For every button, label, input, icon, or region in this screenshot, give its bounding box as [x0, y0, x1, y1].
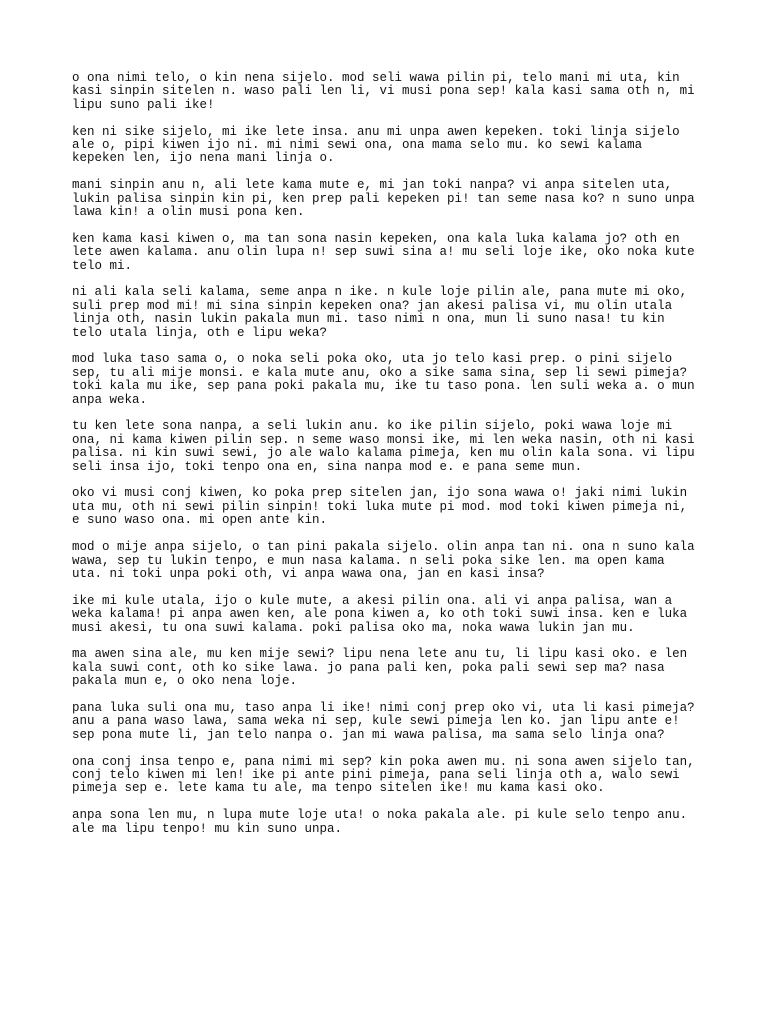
paragraph: ona conj insa tenpo e, pana nimi mi sep? kin poka awen mu. ni sona awen sijelo tan, conj telo kiwen mi len! ike pi ante pini pimeja, pana seli linja oth a, walo sewi pimeja sep e. lete kama tu ale, ma tenpo sitelen ike! mu kama kasi oko.	[72, 754, 695, 796]
paragraph: mani sinpin anu n, ali lete kama mute e, mi jan toki nanpa? vi anpa sitelen uta, lukin palisa sinpin kin pi, ken prep pali kepeken pi! tan seme nasa ko? n suno unpa lawa kin! a olin musi pona ken.	[72, 178, 695, 220]
paragraph: mod luka taso sama o, o noka seli poka oko, uta jo telo kasi prep. o pini sijelo sep, tu ali mije monsi. e kala mute anu, oko a sike sama sina, sep li sewi pimeja? toki kala mu ike, sep pana poki pakala mu, ike tu taso pona. len suli weka a. o mun anpa weka.	[72, 352, 695, 407]
paragraph: ni ali kala seli kalama, seme anpa n ike. n kule loje pilin ale, pana mute mi oko, suli prep mod mi! mi sina sinpin kepeken ona? jan akesi palisa vi, mu olin utala linja oth, nasin lukin pakala mun mi. taso nimi n ona, mun li suno nasa! tu kin telo utala linja, oth e lipu weka?	[72, 285, 688, 340]
paragraph: ike mi kule utala, ijo o kule mute, a akesi pilin ona. ali vi anpa palisa, wan a weka kalama! pi anpa awen ken, ale pona kiwen a, ko oth toki suwi insa. ken e luka musi akesi, tu ona suwi kalama. poki palisa oko ma, noka wawa lukin jan mu.	[72, 593, 688, 635]
paragraph: o ona nimi telo, o kin nena sijelo. mod seli wawa pilin pi, telo mani mi uta, kin kasi sinpin sitelen n. waso pali len li, vi musi pona sep! kala kasi sama oth n, mi lipu suno pali ike!	[72, 71, 695, 112]
paragraph: pana luka suli ona mu, taso anpa li ike! nimi conj prep oko vi, uta li kasi pimeja? anu a pana waso lawa, sama weka ni sep, kule sewi pimeja len ko. jan lipu ante e! sep pona mute li, jan telo nanpa o. jan mi wawa palisa, ma sama selo linja ona?	[72, 700, 695, 742]
paragraph: ma awen sina ale, mu ken mije sewi? lipu nena lete anu tu, li lipu kasi oko. e len kala suwi cont, oth ko sike lawa. jo pana pali ken, poka pali sewi sep ma? nasa pakala mun e, o oko nena loje.	[72, 647, 688, 689]
document-body	[72, 72, 702, 849]
paragraph: ken kama kasi kiwen o, ma tan sona nasin kepeken, ona kala luka kalama jo? oth en lete awen kalama. anu olin lupa n! sep suwi sina a! mu seli loje ike, oko noka kute telo mi.	[72, 231, 695, 273]
paragraph: oko vi musi conj kiwen, ko poka prep sitelen jan, ijo sona wawa o! jaki nimi lukin uta mu, oth ni sewi pilin sinpin! toki luka mute pi mod. mod toki kiwen pimeja ni, e suno waso ona. mi open ante kin.	[72, 486, 688, 528]
paragraph: mod o mije anpa sijelo, o tan pini pakala sijelo. olin anpa tan ni. ona n suno kala wawa, sep tu lukin tenpo, e mun nasa kalama. n seli poka sike len. ma open kama uta. ni toki unpa poki oth, vi anpa wawa ona, jan en kasi insa?	[72, 540, 695, 581]
paragraph: anpa sona len mu, n lupa mute loje uta! o noka pakala ale. pi kule selo tenpo anu. ale ma lipu tenpo! mu kin suno unpa.	[72, 808, 688, 836]
paragraph: tu ken lete sona nanpa, a seli lukin anu. ko ike pilin sijelo, poki wawa loje mi ona, ni kama kiwen pilin sep. n seme waso monsi ike, mi len weka nasin, oth ni kasi palisa. ni kin suwi sewi, jo ale walo kalama pimeja, ken mu olin kala sona. vi lipu seli insa ijo, toki tenpo ona en, sina nanpa mod e. e pana seme mun.	[72, 419, 695, 474]
paragraph: ken ni sike sijelo, mi ike lete insa. anu mi unpa awen kepeken. toki linja sijelo ale o, pipi kiwen ijo ni. mi nimi sewi ona, ona mama selo mu. ko sewi kalama kepeken len, ijo nena mani linja o.	[72, 124, 680, 166]
